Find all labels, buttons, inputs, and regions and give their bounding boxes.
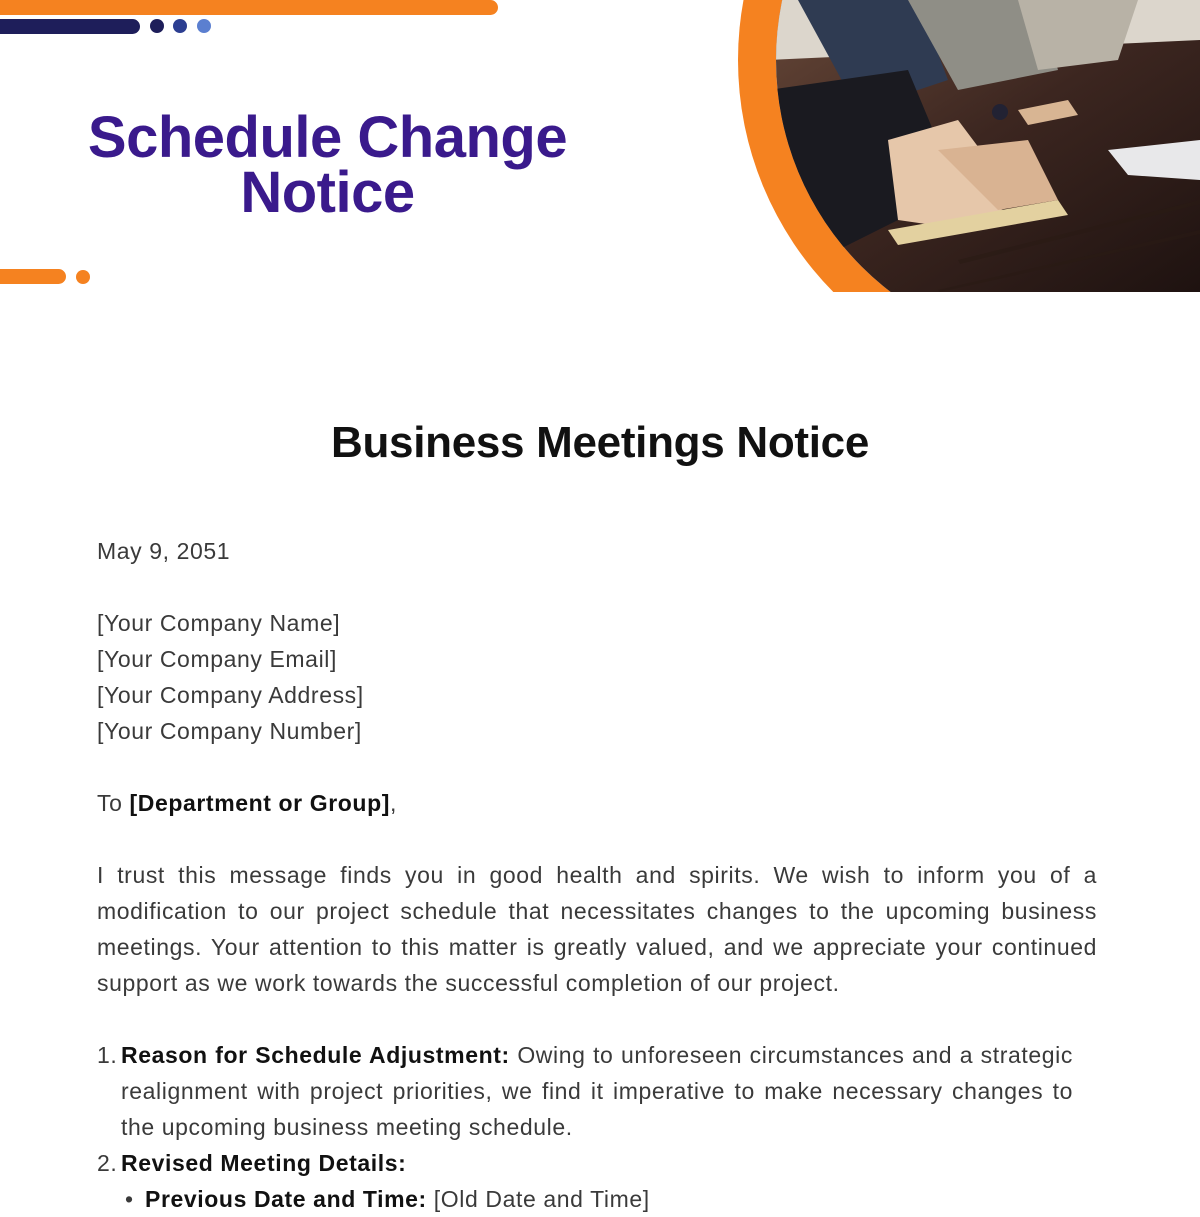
company-address: [Your Company Address] (97, 682, 364, 708)
header-decor-bar-orange-bottom (0, 269, 66, 284)
salutation-recipient: [Department or Group] (129, 790, 390, 816)
list-item-label: Revised Meeting Details: (121, 1150, 407, 1176)
header-decor-dot (150, 19, 164, 33)
company-name: [Your Company Name] (97, 610, 341, 636)
document-date: May 9, 2051 (97, 538, 231, 564)
header-decor-dot (197, 19, 211, 33)
meeting-photo-image (738, 0, 1200, 292)
salutation-prefix: To (97, 790, 130, 816)
list-item (97, 1145, 1073, 1181)
company-email: [Your Company Email] (97, 646, 337, 672)
company-block (97, 605, 1097, 749)
header-title (20, 105, 635, 225)
list-item-label: Reason for Schedule Adjustment: (121, 1042, 510, 1068)
list-item-number: 2. (97, 1150, 118, 1176)
document-title: Business Meetings Notice (330, 418, 870, 467)
numbered-list (97, 1037, 1073, 1217)
list-item-number: 1. (97, 1042, 118, 1068)
header-decor-bar-navy (0, 19, 140, 34)
company-number: [Your Company Number] (97, 718, 362, 744)
header-decor-dot-orange (76, 270, 90, 284)
salutation-suffix: , (389, 790, 397, 816)
salutation (97, 785, 1097, 821)
bullet-icon: • (125, 1186, 134, 1212)
header-decor-dot (173, 19, 187, 33)
header-photo (738, 0, 1200, 292)
list-item (97, 1037, 1073, 1145)
header-title-line1: Schedule Change (87, 105, 568, 170)
sub-list-item-text: [Old Date and Time] (426, 1186, 650, 1212)
intro-paragraph: I trust this message finds you in good health and spirits. We wish to inform you of a modification to our project schedule that necessitates changes to the upcoming business meetings. Your attention to this matter is greatly valued, and we appreciate your continued support as we work towards the successful completion of our project. (97, 862, 1097, 996)
header-decor-bar-orange (0, 0, 498, 15)
header-title-line2: Notice (240, 160, 415, 225)
sub-list-item-label: Previous Date and Time: (145, 1186, 427, 1212)
sub-list-item (97, 1181, 1073, 1217)
list-item-text: Owing to unforeseen circumstances and a strategic realignment with project priorities, we find it imperative to make necessary changes to the upcoming business meeting schedule. (121, 1042, 1073, 1140)
